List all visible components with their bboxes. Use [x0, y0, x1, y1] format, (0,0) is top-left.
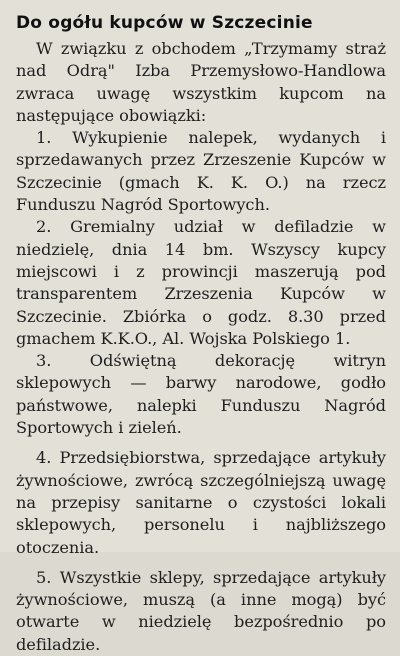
- article-point-5: 5. Wszystkie sklepy, sprzedające artykuły żywnościowe, muszą (a inne mogą) być otwarte w niedzielę bezpośrednio po defiladzie.: [16, 567, 386, 654]
- article-point-3: 3. Odświętną dekorację witryn sklepowych — barwy narodowe, godło państwowe, nalepki Funduszu Nagród Sportowych i zieleń.: [16, 351, 386, 438]
- article-headline: Do ogółu kupców w Szczecinie: [16, 13, 313, 33]
- article-intro: W związku z obchodem „Trzymamy straż nad Odrą" Izba Przemysłowo-Handlowa zwraca uwagę wszystkim kupcom na następujące obowiązki:: [16, 39, 386, 125]
- article-point-2: 2. Gremialny udział w defiladzie w niedzielę, dnia 14 bm. Wszyscy kupcy miejscowi i z prowincji maszerują pod transparentem Zrzeszenia Kupców w Szczecinie. Zbiórka o godz. 8.30 przed gmachem K.K.O., Al. Wojska Polskiego 1.: [16, 217, 386, 348]
- article-point-1: 1. Wykupienie nalepek, wydanych i sprzedawanych przez Zrzeszenie Kupców w Szczecinie (gmach K. K. O.) na rzecz Funduszu Nagród Sportowych.: [16, 128, 386, 215]
- article-point-4: 4. Przedsiębiorstwa, sprzedające artykuły żywnościowe, zwrócą szczególniejszą uwagę na przepisy sanitarne o czystości lokali sklepowych, personelu i najbliższego otoczenia.: [16, 448, 386, 557]
